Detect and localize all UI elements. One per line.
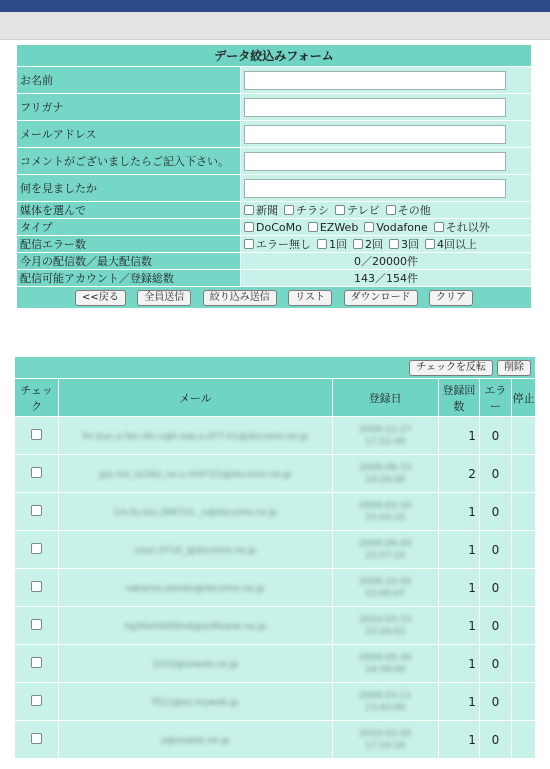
mail-address: usan.0716_@docomo.ne.jp	[134, 546, 257, 556]
send-all-button[interactable]: 全員送信	[137, 290, 191, 306]
results-table	[14, 356, 536, 759]
count-cell: 1	[438, 417, 479, 455]
furigana-label: フリガナ	[17, 94, 241, 121]
mail-address: 1010@ezweb.ne.jp	[152, 660, 239, 670]
date-day: 2009-03-10	[359, 500, 412, 511]
type-option-other[interactable]: それ以外	[434, 219, 490, 235]
error-cell: 0	[479, 455, 511, 493]
media-options	[244, 202, 528, 218]
row-check-cell	[15, 721, 59, 759]
date-day: 2009-05-30	[359, 652, 412, 663]
furigana-input[interactable]	[244, 98, 506, 117]
delete-button[interactable]: 削除	[497, 360, 531, 376]
error-cell: 0	[479, 683, 511, 721]
header-date: 登録日	[332, 379, 438, 417]
count-cell: 2	[438, 455, 479, 493]
error-cell: 0	[479, 531, 511, 569]
row-check-cell	[15, 531, 59, 569]
date-day: 2009-08-15	[359, 462, 412, 473]
date-cell	[332, 569, 438, 607]
mail-address: f511@ez.myweb.jp	[152, 698, 239, 708]
date-time: 15:03:10	[364, 512, 406, 523]
error-option-none[interactable]: エラー無し	[244, 236, 311, 252]
what-seen-label: 何を見ましたか	[17, 175, 241, 202]
checkbox[interactable]	[335, 205, 345, 215]
mail-cell	[59, 721, 333, 759]
email-label: メールアドレス	[17, 121, 241, 148]
row-check-cell	[15, 645, 59, 683]
date-time: 14:59:00	[364, 664, 406, 675]
date-cell	[332, 493, 438, 531]
type-option-ezweb[interactable]: EZWeb	[308, 221, 358, 234]
stop-cell	[511, 493, 535, 531]
row-checkbox[interactable]	[31, 619, 42, 630]
errors-label: 配信エラー数	[17, 236, 241, 253]
clear-button[interactable]: クリア	[429, 290, 473, 306]
row-checkbox[interactable]	[31, 505, 42, 516]
row-check-cell	[15, 455, 59, 493]
mail-address: hg56oh4000n4@softbank.ne.jp	[124, 622, 267, 632]
date-day: 2009-09-20	[359, 538, 412, 549]
row-checkbox[interactable]	[31, 429, 42, 440]
date-time: 14:24:00	[364, 474, 406, 485]
date-cell	[332, 721, 438, 759]
download-button[interactable]: ダウンロード	[344, 290, 418, 306]
count-cell: 1	[438, 607, 479, 645]
mail-address: 1m.fu.tou.266721._n@docomo.ne.jp	[113, 508, 278, 518]
date-cell	[332, 455, 438, 493]
checkbox[interactable]	[434, 222, 444, 232]
error-cell: 0	[479, 569, 511, 607]
checkbox[interactable]	[308, 222, 318, 232]
mail-cell	[59, 531, 333, 569]
checkbox[interactable]	[353, 239, 363, 249]
error-cell: 0	[479, 493, 511, 531]
results-toolbar	[15, 357, 536, 379]
mail-cell	[59, 493, 333, 531]
table-row	[15, 493, 536, 531]
date-day: 2009-12-27	[359, 424, 412, 435]
mail-address: sakamo.utonko@docomo.ne.jp	[126, 584, 265, 594]
header-check: チェック	[15, 379, 59, 417]
checkbox[interactable]	[425, 239, 435, 249]
date-time: 17:21:00	[364, 436, 406, 447]
row-checkbox[interactable]	[31, 657, 42, 668]
email-input[interactable]	[244, 125, 506, 144]
checkbox[interactable]	[389, 239, 399, 249]
type-option-vodafone[interactable]: Vodafone	[364, 221, 427, 234]
media-option-other[interactable]: その他	[386, 202, 431, 218]
error-cell: 0	[479, 607, 511, 645]
accounts-value: 143／154件	[241, 270, 532, 287]
date-day: 2008-10-02	[359, 576, 412, 587]
stop-cell	[511, 455, 535, 493]
count-cell: 1	[438, 569, 479, 607]
row-checkbox[interactable]	[31, 467, 42, 478]
row-check-cell	[15, 569, 59, 607]
media-option-flyer[interactable]: チラシ	[284, 202, 329, 218]
monthly-value: 0／20000件	[241, 253, 532, 270]
table-row	[15, 531, 536, 569]
table-row	[15, 645, 536, 683]
error-option-2[interactable]: 2回	[353, 236, 383, 252]
table-row	[15, 455, 536, 493]
header-mail: メール	[59, 379, 333, 417]
mail-address: a@ezweb.ne.jp	[161, 736, 230, 746]
header-count: 登録回数	[438, 379, 479, 417]
comment-label: コメントがございましたらご記入下さい。	[17, 148, 241, 175]
table-row	[15, 607, 536, 645]
type-label: タイプ	[17, 219, 241, 236]
row-checkbox[interactable]	[31, 543, 42, 554]
error-options	[244, 236, 528, 252]
table-row	[15, 721, 536, 759]
row-check-cell	[15, 417, 59, 455]
button-bar	[17, 287, 532, 309]
stop-cell	[511, 721, 535, 759]
mail-address: fm.kun.a.fan.ohi.u@t-ezp.o.d77.h1@docomo.ne.jp	[82, 432, 309, 442]
comment-input[interactable]	[244, 152, 506, 171]
header-error: エラー	[479, 379, 511, 417]
sub-header-bar	[0, 12, 550, 40]
filtered-send-button[interactable]: 絞り込み送信	[203, 290, 277, 306]
checkbox[interactable]	[364, 222, 374, 232]
date-time: 15:24:03	[364, 626, 406, 637]
date-cell	[332, 417, 438, 455]
row-check-cell	[15, 607, 59, 645]
row-checkbox[interactable]	[31, 733, 42, 744]
stop-cell	[511, 683, 535, 721]
error-cell: 0	[479, 417, 511, 455]
count-cell: 1	[438, 531, 479, 569]
row-check-cell	[15, 493, 59, 531]
stop-cell	[511, 531, 535, 569]
date-day: 2009-03-11	[359, 690, 412, 701]
mail-cell	[59, 683, 333, 721]
count-cell: 1	[438, 493, 479, 531]
table-row	[15, 683, 536, 721]
form-title: データ絞込みフォーム	[17, 45, 532, 67]
error-cell: 0	[479, 721, 511, 759]
media-option-newspaper[interactable]: 新聞	[244, 202, 278, 218]
checkbox[interactable]	[244, 222, 254, 232]
media-option-tv[interactable]: テレビ	[335, 202, 380, 218]
row-checkbox[interactable]	[31, 695, 42, 706]
date-time: 15:57:10	[364, 550, 406, 561]
checkbox[interactable]	[386, 205, 396, 215]
header-stop: 停止	[511, 379, 535, 417]
accounts-label: 配信可能アカウント／登録総数	[17, 270, 241, 287]
top-header-bar	[0, 0, 550, 12]
type-option-docomo[interactable]: DoCoMo	[244, 221, 302, 234]
count-cell: 1	[438, 721, 479, 759]
date-time: 13:43:00	[364, 702, 406, 713]
table-row	[15, 417, 536, 455]
what-seen-input[interactable]	[244, 179, 506, 198]
checkbox[interactable]	[244, 239, 254, 249]
stop-cell	[511, 569, 535, 607]
date-cell	[332, 531, 438, 569]
mail-cell	[59, 455, 333, 493]
invert-check-button[interactable]: チェックを反転	[409, 360, 493, 376]
name-label: お名前	[17, 67, 241, 94]
mail-cell	[59, 645, 333, 683]
checkbox[interactable]	[317, 239, 327, 249]
mail-address: jpo.mo_so3do_no.s.nh4721@docomo.ne.jp	[99, 470, 292, 480]
error-option-4plus[interactable]: 4回以上	[425, 236, 477, 252]
table-row	[15, 569, 536, 607]
checkbox[interactable]	[244, 205, 254, 215]
row-check-cell	[15, 683, 59, 721]
row-checkbox[interactable]	[31, 581, 42, 592]
mail-cell	[59, 569, 333, 607]
list-button[interactable]: リスト	[288, 290, 332, 306]
stop-cell	[511, 645, 535, 683]
back-button[interactable]: <<戻る	[75, 290, 126, 306]
error-option-3[interactable]: 3回	[389, 236, 419, 252]
checkbox[interactable]	[284, 205, 294, 215]
date-cell	[332, 645, 438, 683]
monthly-label: 今月の配信数／最大配信数	[17, 253, 241, 270]
mail-cell	[59, 417, 333, 455]
date-time: 17:10:10	[364, 740, 406, 751]
date-cell	[332, 683, 438, 721]
count-cell: 1	[438, 645, 479, 683]
stop-cell	[511, 607, 535, 645]
filter-form	[16, 44, 532, 309]
name-input[interactable]	[244, 71, 506, 90]
date-day: 2010-02-05	[359, 728, 412, 739]
error-cell: 0	[479, 645, 511, 683]
date-day: 2010-03-15	[359, 614, 412, 625]
date-time: 22:00:07	[364, 588, 406, 599]
mail-cell	[59, 607, 333, 645]
stop-cell	[511, 417, 535, 455]
count-cell: 1	[438, 683, 479, 721]
type-options	[244, 219, 528, 235]
error-option-1[interactable]: 1回	[317, 236, 347, 252]
media-label: 媒体を選んで	[17, 202, 241, 219]
date-cell	[332, 607, 438, 645]
